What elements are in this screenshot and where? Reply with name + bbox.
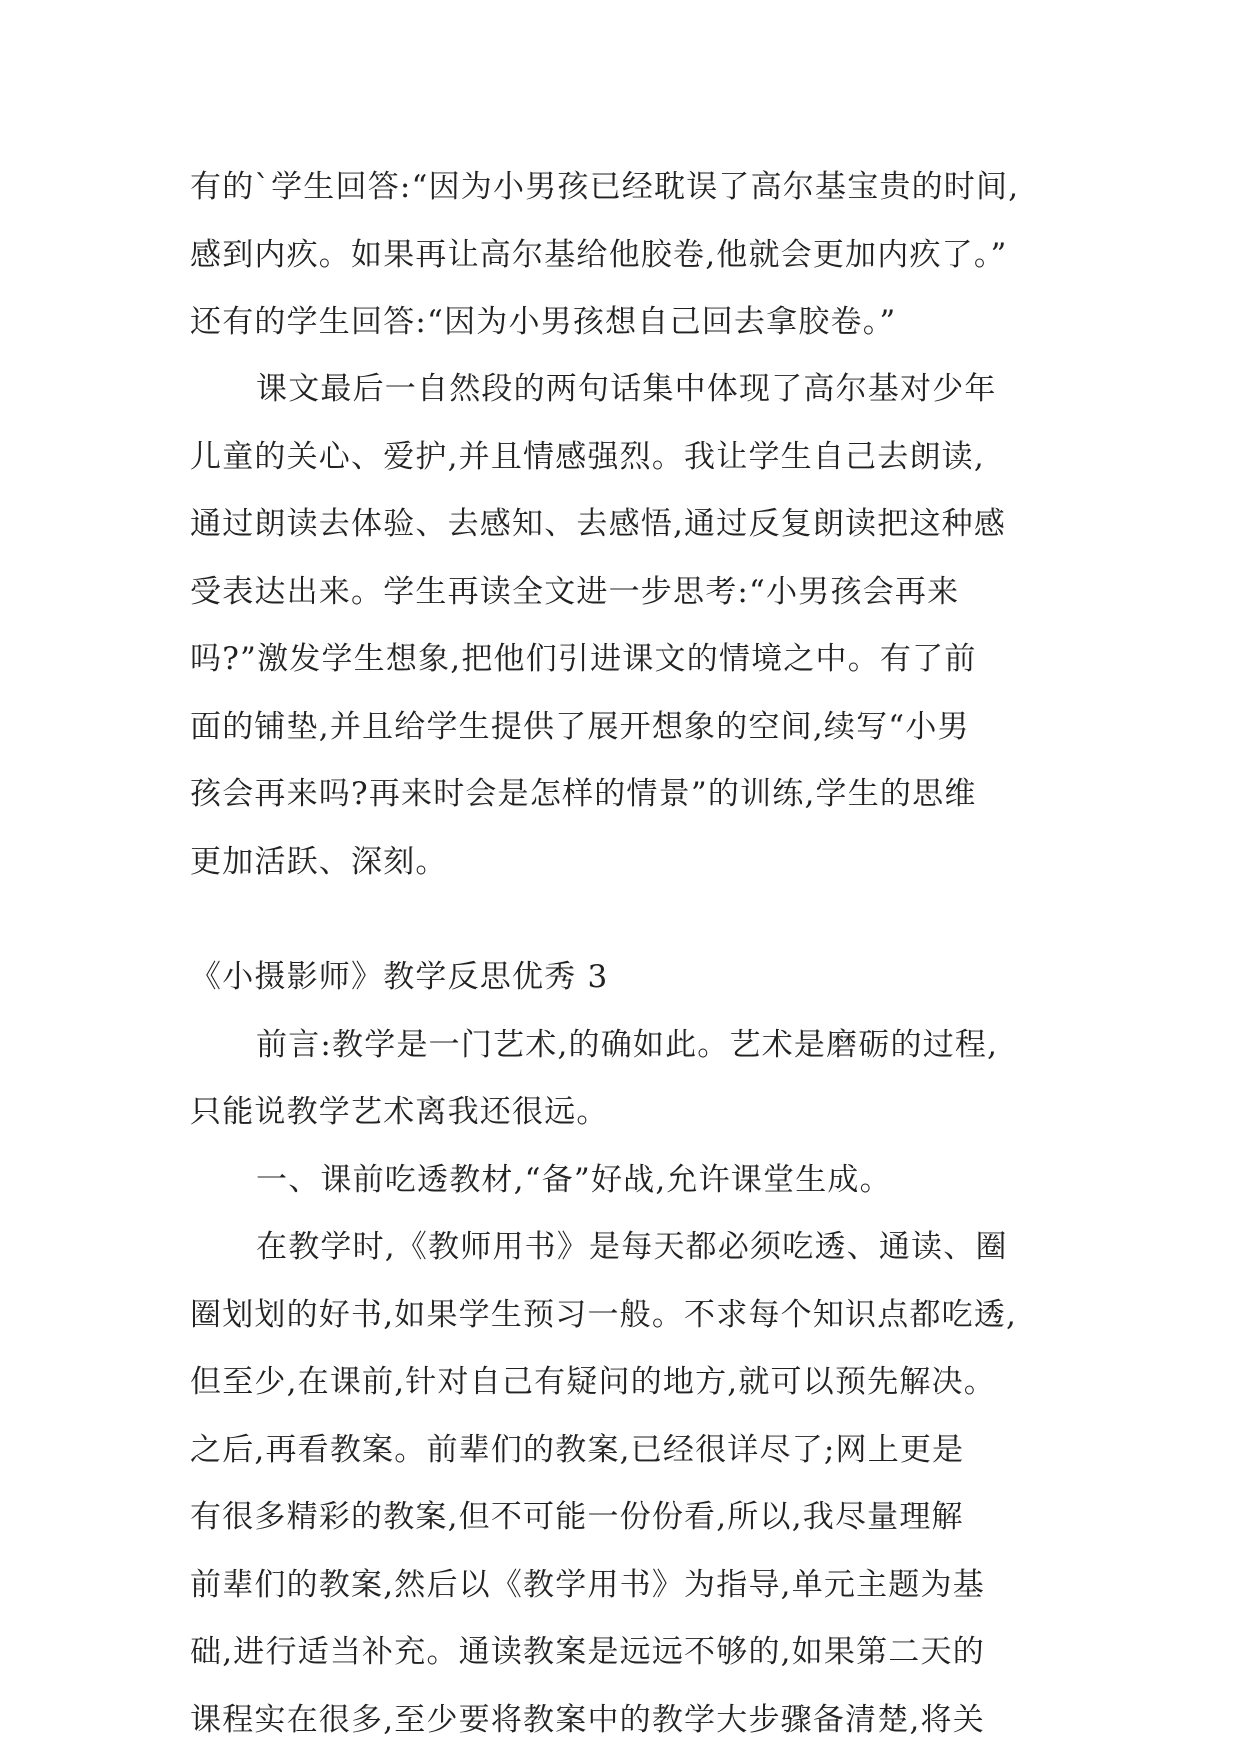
paragraph-start: 在教学时,《教师用书》是每天都必须吃透、通读、圈 [256, 1229, 1008, 1265]
text-line: 孩会再来吗?再来时会是怎样的情景”的训练,学生的思维 [190, 776, 977, 812]
text-line: 之后,再看教案。前辈们的教案,已经很详尽了;网上更是 [190, 1432, 965, 1468]
paragraph-start: 课文最后一自然段的两句话集中体现了高尔基对少年 [256, 371, 997, 407]
text-line: 但至少,在课前,针对自己有疑问的地方,就可以预先解决。 [190, 1364, 996, 1400]
section-heading: 《小摄影师》教学反思优秀 3 [190, 959, 609, 995]
text-line: 有很多精彩的教案,但不可能一份份看,所以,我尽量理解 [190, 1499, 964, 1535]
text-line: 更加活跃、深刻。 [190, 844, 448, 880]
text-line: 前辈们的教案,然后以《教学用书》为指导,单元主题为基 [190, 1567, 985, 1603]
text-line: 通过朗读去体验、去感知、去感悟,通过反复朗读把这种感 [190, 506, 1007, 542]
text-line: 课程实在很多,至少要将教案中的教学大步骤备清楚,将关 [190, 1702, 985, 1738]
text-line: 面的铺垫,并且给学生提供了展开想象的空间,续写“小男 [190, 709, 970, 745]
text-line: 础,进行适当补充。通读教案是远远不够的,如果第二天的 [190, 1634, 985, 1670]
text-line: 有的`学生回答:“因为小男孩已经耽误了高尔基宝贵的时间, [190, 169, 1020, 205]
text-line: 儿童的关心、爱护,并且情感强烈。我让学生自己去朗读, [190, 439, 985, 475]
text-line: 感到内疚。如果再让高尔基给他胶卷,他就会更加内疚了。” [190, 237, 1008, 273]
text-line: 还有的学生回答:“因为小男孩想自己回去拿胶卷。” [190, 304, 897, 340]
text-line: 只能说教学艺术离我还很远。 [190, 1094, 609, 1130]
paragraph-start: 前言:教学是一门艺术,的确如此。艺术是磨砺的过程, [256, 1027, 999, 1063]
text-line: 受表达出来。学生再读全文进一步思考:“小男孩会再来 [190, 574, 960, 610]
text-line: 吗?”激发学生想象,把他们引进课文的情境之中。有了前 [190, 641, 977, 677]
text-line: 圈划划的好书,如果学生预习一般。不求每个知识点都吃透, [190, 1297, 1018, 1333]
paragraph-start: 一、课前吃透教材,“备”好战,允许课堂生成。 [256, 1162, 892, 1198]
